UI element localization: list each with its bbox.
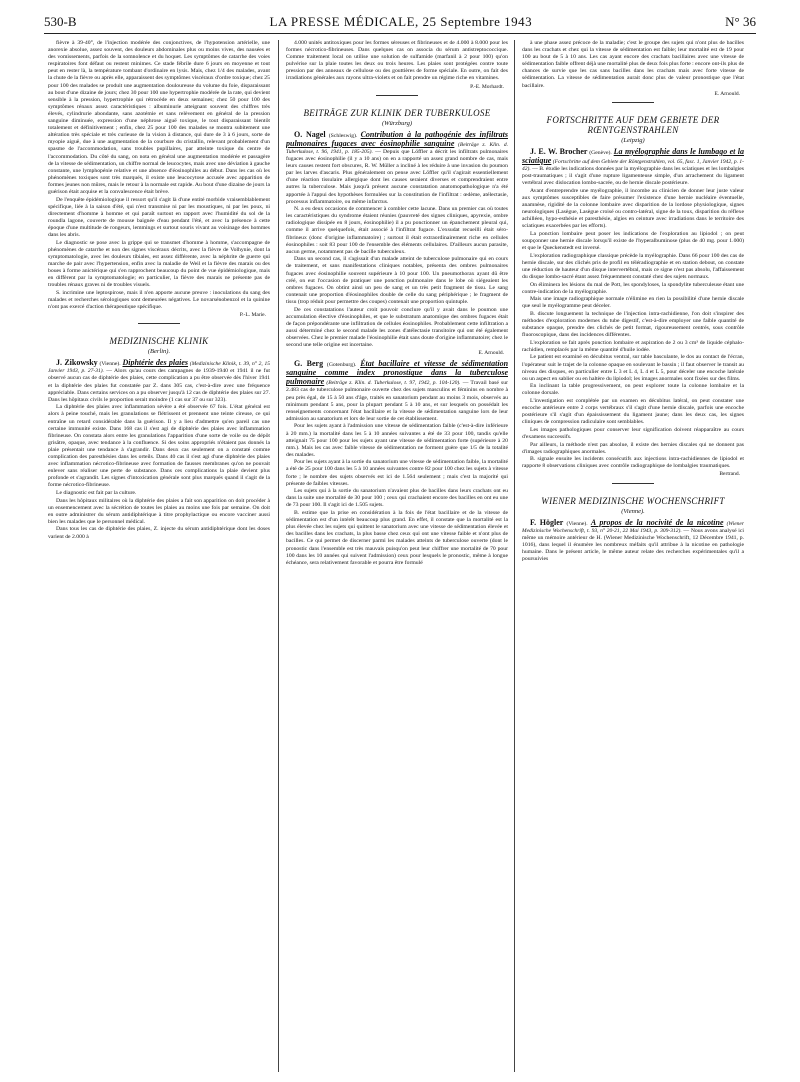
paragraph: On éliminera les lésions du mal de Pott, les spondyloses, la spondylite tuberculeuse étant une contre-indication de la myélographie.	[522, 281, 744, 295]
signature: E. Arnould.	[478, 350, 504, 357]
signature: E. Arnould.	[714, 90, 740, 97]
paragraph: S. incrimine une leptospirose, mais il n'en apporte aucune preuve : inoculations du sang des malades et recherches sérologiques sont demeurées négatives. Le novarsénobenzol et la quinine n'ont pas exercé d'action thérapeutique spécifique.	[48, 289, 270, 310]
paragraph: — Nous avons analysé ici même un mémoire antérieur de H. (Wiener Medizinische Wochenschrift, 12 Décembre 1941, p. 1016), dans lequel il énumère les nombreux méfaits qu'il attribue à la nicotine en pathologie humaine. Dans le présent article, le même auteur relate des recherches expérimentales qu'il a poursuivies	[522, 527, 744, 563]
paragraph: Mais une image radiographique normale n'élimine en rien la possibilité d'une hernie discale que seul le myélogramme peut déceler.	[522, 296, 744, 310]
section-subtitle: (Leipzig)	[621, 136, 645, 144]
article-heading	[48, 359, 270, 404]
article-title: Contribution à la pathogénie des infiltrats pulmonaires fugaces avec éosinophilie sanguine	[286, 129, 508, 148]
paragraph: Pour les sujets ayant à la sortie du sanatorium une vitesse de sédimentation faible, la mortalité a été de 25 pour 100 dans les 5 à 10 années suivantes contre 82 pour 100 chez les sujets à vitesse forte ; le nombre des sujets observés est ici de 1.564 seulement ; mais c'est la majorité qui présente de faibles vitesses.	[286, 459, 508, 487]
column-1	[48, 40, 270, 1080]
journal-title: LA PRESSE MÉDICALE, 25 Septembre 1943	[269, 14, 533, 29]
paragraph: B. discute longuement la technique de l'injection intra-rachidienne, l'on doit s'inspirer des méthodes d'exploration modernes du tube digestif, c'est-à-dire employer une faible quantité de substance opaque, prendre des clichés de petit format, rigoureusement centrés, sous contrôle fluoroscopique, dans des incidences différentes.	[522, 310, 744, 339]
article-affiliation: (Schleswig).	[328, 132, 358, 139]
header-rule	[44, 33, 756, 34]
paragraph: L'exploration radiographique classique précède la myélographie. Dans 66 pour 100 des cas de hernie discale, sur des clichés pris de profil en téléradiographie et en station debout, on constate une réduction de hauteur d'un disque intervertébral, mais ce signe n'est pas absolu, l'affaissement du disque lombo-sacré étant assez fréquemment constaté chez des sujets normaux.	[522, 252, 744, 280]
paragraph: N. a eu deux occasions de commencer à combler cette lacune. Dans un premier cas où toutes les caractéristiques du syndrome étaient réunies (pauvreté des signes cliniques, apyrexie, ombre radiologique dissipée en 8 jours, éosinophilie) il a pu ponctionner un épanchement pleural qui, comme il arrive quelquefois, était associé à l'infiltrat fugace. L'exsudat recueilli était séro-fibrineux (donc d'origine inflammatoire) ; surtout il était extraordinairement riche en cellules éosinophiles : soit 83 pour 100 de l'ensemble des éléments cellulaires. D'ailleurs aucun parasite, aucun germe, notamment pas de bacille tuberculeux.	[286, 206, 508, 255]
section-subtitle: (Würzburg)	[381, 119, 413, 127]
article-title: État bacillaire et vitesse de sédimentation sanguine comme index pronostique dans la tuberculose pulmonaire	[286, 359, 508, 387]
section-title: WIENER MEDIZINISCHE WOCHENSCHRIFT	[541, 495, 725, 506]
paragraph: De l'enquête épidémiologique il ressort qu'il s'agit là d'une entité morbide vraisemblablement spécifique, liée à la saison d'été, qui n'est transmise ni par les moustiques, ni par les poux, ni directement d'homme à homme et qui paraît surtout en rapport avec l'humidité du sol de la roundla lagone, couverte de mousse baignée d'eau pendant l'été, et avec la présence à cette époque d'une multitude de rongeurs, lemmings et surtout souris vivant au voisinage des hommes dans les abris.	[48, 196, 270, 239]
signature: P.-L. Marie.	[239, 312, 266, 319]
column-2	[286, 40, 508, 1080]
running-header	[44, 14, 756, 34]
paragraph: Les images pathologiques pour conserver leur signification doivent réapparaître au cours d'examens successifs.	[522, 426, 744, 440]
section-subtitle: (Berlin).	[147, 348, 171, 356]
column-divider	[278, 40, 279, 1072]
paragraph: Le patient est examiné en décubitus ventral, sur table basculante, le dos au contact de l'écran, l'opérateur suit le trajet de la colonne opaque en soulevant le bassin ; il faut observer le transit au niveau des disques, en particulier entre L 3 et L 4, L 4 et L 5, pour déceler une encoche latérale ou un aspect en sablier ou en haltère du lipiodol; les images anormales sont fixées sur des films.	[522, 354, 744, 382]
paragraph: La ponction lombaire peut poser les indications de l'exploration au lipiodol ; on peut soupçonner une hernie discale lorsqu'il existe de l'hyperalbuminose (plus de 40 mg. pour 1.000) et que le Queckenstedt est inversé.	[522, 230, 744, 252]
paragraph: Le diagnostic est fait par la culture.	[56, 489, 137, 496]
article-reference: (Wiener Medizinische Wochenschrift, t. 93, n° 20-21, 22 Mai 1943, p. 309-312).	[522, 520, 744, 534]
article-reference: (Beiträge z. Klin. d. Tuberkulose, t. 97, 1942, p. 104-120).	[326, 380, 461, 387]
signature: Bertrand.	[719, 471, 740, 478]
article-author: O. Nagel	[294, 129, 326, 139]
signature: P.-E. Morhardt.	[470, 83, 504, 90]
section-subtitle: (Vienne).	[621, 507, 645, 515]
article-heading	[522, 148, 744, 187]
article-author: G. Berg	[294, 359, 324, 369]
paragraph: Dans tous les cas de diphtérie des plaies, Z. injecte du sérum antidiphtérique dont les doses varient de 2.000 à	[48, 526, 270, 540]
article-affiliation: (Vienne).	[566, 520, 588, 527]
article-author: F. Högler	[530, 517, 564, 527]
article-reference: (Fortschritte auf dem Gebiete der Röntgenstrahlen, vol. 65, fasc. 1, Janvier 1942, p. 1-42).	[522, 158, 744, 173]
article-reference: (Beiträge z. Klin. d. Tuberkulose, t. 96, 1941, p. 185-205).	[286, 141, 508, 155]
article-author: J. Zikowsky	[56, 358, 98, 368]
paragraph: Avant d'entreprendre une myélographie, il incombe au clinicien de donner leur juste valeur aux symptômes susceptibles de faire présumer l'existence d'une hernie nucléaire éventuelle, anamnèse, rigidité de la colonne lombaire avec disparition de la lordose physiologique, signes neurologiques (Lasègue, Lasègue croisé ou contro-latéral, signe de la toux, disparition du réflexe achilléen, hypo-esthésie et paresthésie, algies en ceinture avec irradiations dans le territoire des sciatiques exacerbées par les efforts).	[522, 187, 744, 230]
article-reference: (Medizinische Klinik, t. 39, n° 2, 15 Janvier 1943, p. 27-31).	[48, 361, 270, 375]
paragraph: B. signale ensuite les incidents consécutifs aux injections intra-rachidiennes de lipiodol et rapporte 8 observations cliniques avec contrôle radiographique de lombalgies traumatiques.	[522, 456, 744, 470]
paragraph: En inclinant la table progressivement, on peut explorer toute la colonne lombaire et la colonne dorsale.	[522, 383, 744, 397]
paragraph: — Alors qu'au cours des campagnes de 1939-1940 et 1941 il ne fut observé aucun cas de diphtérie des plaies, cette complication a pu être observée dès l'hiver 1941 et la diphtérie des plaies fut constatée par Z. dans 305 cas, c'est-à-dire avec une fréquence appréciable. Dans certains services on a pu observer jusqu'à 12 cas de diphtérie des plaies sur 27. Dans les hôpitaux civils le proportion serait moindre (1 cas sur 37 ou sur 323).	[48, 368, 270, 403]
section-title: BEITRÄGE ZUR KLINIK DER TUBERKULOSE	[303, 107, 491, 118]
article-title: A propos de la nocivité de la nicotine	[590, 517, 724, 527]
paragraph: — Depuis que Löffler a décrit les infiltrats pulmonaires fugaces avec éosinophilie (il y a 10 ans) on en a rapporté un assez grand nombre de cas, mais leurs causes restent fort obscures, R. W. Müller a incliné à les réduire à une invasion du poumon par les larves d'ascaris. Plus généralement on pense avec Löffler qu'il s'agirait essentiellement d'une réaction tissulaire allergique dont les causes seraient diverses et comprendraient entre autres la tuberculose. Mais jusqu'à présent aucune constatation anatomopathologique n'a été apportée à l'appui des hypothèses formulées sur la constitution de l'infiltrat : œdème, atélectasie, processus inflammatoire, ou même infarctus.	[286, 148, 508, 205]
paragraph: fièvre à 39-40°, de l'injection modérée des conjonctives, de l'hypotension artérielle, une anorexie absolue, assez souvent, des douleurs abdominales plus ou moins vives, des nausées et des vomissements, parfois de la somnolence et du hoquet. Les symptômes de catarrhe des voies respiratoires font défaut ou restent minimes. Ce stade fébrile dure 6 jours en moyenne et tout peut en rester là, la température tombant d'ordinaire en lysis. Mais, chez 1/4 des malades, avant la chute de la fièvre ou après elle, apparaissent des symptômes viscéraux d'ordre toxique; chez 25 pour 100 des malades se produit une augmentation douloureuse du volume du foie, disparaissant au bout d'une dizaine de jours; chez 30 pour 100 une hypertrophie modérée de la rate, qui devient sensible à la pression, hypertrophie qui rétrocède en deux semaines; chez 50 pour 100 des symptômes rénaux assez caractéristiques : albuminurie atteignant souvent des chiffres très élevés, cylindrurie abondante, sans azotémie et sans relèvement en général de la pression sanguine diminuée, expression d'une néphrose aiguë toxique, le tout disparaissant bientôt totalement et définitivement ; enfin, chez 25 pour 100 des malades se montra subitement une altération très spéciale et très curieuse de la vision à distance, qui dure de 3 à 6 jours, sorte de myopie aiguë, due à une augmentation de la courbure du cristallin, relevant probablement d'un spasme de l'accommodation, sans troubles pupillaires, par atteinte toxique du centre de l'accommodation. Du côté du sang, on nota en général une augmentation modérée et passagère de la vitesse de sédimentation, un chiffre normal de leucocytes, mais avec une déviation à gauche constante, une lymphopénie relative et une absence d'éosinophiles au début. Dans les cas où les phénomènes toxiques sont très marqués, il existe une leucocytose accusée avec apparition de formes jeunes non mûres, mais le retour à la normale est rapide. Au bout d'une dizaine de jours la guérison était acquise et la convalescence était brève.	[48, 40, 270, 195]
paragraph: Dans les hôpitaux militaires où la diphtérie des plaies a fait son apparition on doit procéder à un ensemencement avec la sécrétion de toutes les plaies au moins une fois par semaine. On doit en outre administrer du sérum antidiphtérique à titre prophylactique ou encore vacciner aussi bien les malades que le personnel médical.	[48, 497, 270, 525]
paragraph: L'exploration se fait après ponction lombaire et aspiration de 2 ou 3 cm³ de liquide céphalo-rachidien, remplacés par la même quantité d'huile iodée.	[522, 339, 744, 353]
section-title: MEDIZINISCHE KLINIK	[109, 336, 209, 347]
paragraph: à une phase assez précoce de la maladie; c'est le groupe des sujets qui n'ont plus de bacilles dans les crachats et chez qui la vitesse de sédimentation est faible; leur mortalité est de 19 pour 100 au bout de 5 à 10 ans. Les cas ayant encore des crachats bacillaires avec une vitesse de sédimentation faible offrent déjà une mortalité plus de deux fois plus forte : encore ont-ils plus de chances de survie que les cas sans bacilles dans les crachats mais avec forte vitesse de sédimentation. La vitesse de sédimentation aurait donc plus de valeur pronostique que l'état bacillaire.	[522, 40, 744, 89]
paragraph: B. estime que la prise en considération à la fois de l'état bacillaire et de la vitesse de sédimentation est d'un intérêt beaucoup plus grand. En effet, il constate que la mortalité est la plus élevée chez les sujets qui quittent le sanatorium avec une vitesse de sédimentation élevée et des bacilles dans les crachats, la plus basse chez ceux qui ont une vitesse faible et n'ont plus de bacilles. Ce qui permet de discerner parmi les malades atteints de tuberculose ouverte (dont le pronostic dans l'ensemble est très mauvais puisqu'on peut leur chiffrer une mortalité de 70 pour 100 dans les 10 années qui suivent l'admission) ceux pour lesquels le pronostic, même à longue échéance, sera relativement favorable et pourra être formulé	[286, 510, 508, 566]
article-title: La myélographie dans le lumbago et la sciatique	[522, 146, 744, 165]
paragraph: Le diagnostic se pose avec la grippe qui se transmet d'homme à homme, s'accompagne de phénomènes de catarrhe et non des signes viscéraux décrits, avec la fièvre de Volhynie, dont la symptomatologie, avec les douleurs tibiales, est assez différente, avec la néphrite de guerre qui marche de pair avec l'hypertension, enfin avec la maladie de Weil et la fièvre des marais ou des boues à forme anictérique qui s'en rapprochent beaucoup du point de vue épidémiologique, mais en diffèrent par la symptomatologie; en particulier, la fièvre des marais ne présente pas de troubles rénaux graves ni de troubles visuels.	[48, 239, 270, 289]
divider	[612, 102, 654, 103]
section-title: FORTSCHRITTE AUF DEM GEBIETE DER RŒNTGENSTRAHLEN	[546, 114, 720, 135]
paragraph: De ces constatations l'auteur croit pouvoir conclure qu'il y avait dans le poumon une accumulation élective d'éosinophiles, et que le substratum anatomique des ombres fugaces était de façon prépondérante une infiltration de cellules éosinophiles. Probablement cette infiltration a aussi déterminé chez le second malade les zones d'atélectasie transitoire qui ont été également observées. Chez le premier malade l'éosinophilie était sans doute d'origine inflammatoire; chez le second une telle origine est incertaine.	[286, 306, 508, 348]
article-heading	[286, 360, 508, 423]
divider	[612, 483, 654, 484]
divider	[138, 323, 180, 324]
paragraph: — Travail basé sur 2.483 cas de tuberculose pulmonaire ouverte chez des sujets masculins et féminins en nombre à peu près égal, de 15 à 50 ans d'âge, traités en sanatorium pendant au moins 3 mois, observés au minimum pendant 5 ans, pour la plupart pendant 5 à 10 ans, et sur lesquels on possédait les renseignements concernant l'état bacillaire et la vitesse de sédimentation sanguine lors de leur admission au sanatorium et lors de leur sortie de cet établissement.	[286, 380, 508, 422]
issue-number: N° 36	[725, 14, 756, 29]
paragraph: La diphtérie des plaies avec inflammation sévère a été observée 67 fois. L'état général est alors à peine touché, mais les granulations se flétrissent et prennent une teinte cireuse, ce qui entraîne un retard considérable dans la guérison. Il y a lieu d'admettre qu'en pareil cas une certaine immunité existe. Dans 168 cas il s'est agi de diphtérie des plaies avec inflammation fibrineuse. On constata alors entre les granulations l'apparition d'une sorte de voile ou de dépôt grisâtre, opaque, avec tendance à la confluence. Si des soins appropriés n'étaient pas donnés la plaie présentait une tendance à s'agrandir. Dans deux cas seulement on a constaté comme complication des paresthésies dans les orteils. Dans 40 cas il s'est agi d'une diphtérie des plaies avec inflammation nécrotico-fibrineuse avec formation de fausses membranes qu'on ne pouvait enlever sans réaliser une perte de substance. Dans ces complications la plaie devient plus profonde et s'agrandit. Les signes d'intoxication générale sont plus marqués quand il s'agit de la forme nécrotico-fibrineuse.	[48, 404, 270, 489]
article-heading	[522, 519, 744, 564]
page-number: 530-B	[44, 14, 77, 29]
article-affiliation: (Vienne).	[99, 361, 121, 368]
paragraph: 4.000 unités antitoxiques pour les formes séreuses et fibrineuses et de 4.000 à 8.000 pour les formes nécrotico-fibrineuses. Dans quelques cas on associa du sérum antistreptococcique. Comme traitement local on utilise une solution de sulfamide (marfanil à 2 pour 100) qu'on pulvérise sur la plaie toutes les deux ou trois heures. Les plaies sont protégées contre toute pression par des anneaux de cellulose ou des gouttières de forme spéciale. En outre, on fait des irradiations générales aux rayons ultra-violets et on fait prendre un régime riche en vitamines.	[286, 40, 508, 82]
article-affiliation: (Genève).	[589, 149, 612, 156]
paragraph: Pour les sujets ayant à l'admission une vitesse de sédimentation faible (c'est-à-dire inférieure à 20 mm.) la mortalité dans les 5 à 10 années suivantes a été de 33 pour 100, tandis qu'elle atteignait 75 pour 100 pour les sujets ayant une vitesse de sédimentation forte (supérieure à 20 mm.). Mais les cas avec faible vitesse de sédimentation ne forment guère que 1/5 de la totalité des malades.	[286, 423, 508, 458]
column-divider	[514, 40, 515, 1072]
paragraph: L'investigation est complétée par un examen en décubitus latéral, on peut constater une encoche antérieure entre 2 corps vertébraux s'il s'agit d'une hernie discale, parfois une encoche postérieure s'il s'agit d'un épaississement du ligament jaune; dans les deux cas, les signes cliniques de compression radiculaire sont semblables.	[522, 398, 744, 426]
article-heading	[286, 131, 508, 206]
divider	[376, 95, 418, 96]
article-author: J. E. W. Brocher	[530, 146, 588, 156]
paragraph: — B. étudie les indications données par la myélographie dans les sciatiques et les lombalgies post-traumatiques ; il s'agit d'une rupture ligamenteuse simple, d'un arrachement du ligament vertébral avec dislocation lombo-sacrée, ou de hernie discale postérieure.	[522, 166, 744, 187]
article-title: Diphtérie des plaies	[122, 358, 189, 368]
paragraph: Par ailleurs, la méthode n'est pas absolue, il existe des hernies discales qui ne donnent pas d'images radiographiques anormales.	[522, 441, 744, 455]
article-affiliation: (Gotenburg).	[326, 362, 357, 369]
paragraph: Dans un second cas, il s'agissait d'un malade atteint de tuberculose pulmonaire qui en cours de traitement, et sans manifestations cliniques notables, présenta des ombres pulmonaires fugaces avec éosinophilie souvent supérieure à 10 pour 100. Un pneumothorax ayant dû être créé, on eut l'occasion de pratiquer une ponction pulmonaire dans le lobe où siégeaient les ombres fugaces. On obtint ainsi un peu de sang et un très petit fragment de tissu. Le sang contenait une proportion d'éosinophiles double de celle du sang périphérique ; le fragment de tissu (trop réduit pour permettre des coupes) contenait une proportion quintuple.	[286, 256, 508, 305]
paragraph: Les sujets qui à la sortie du sanatorium n'avaient plus de bacilles dans leurs crachats ont eu dans la suite une mortalité de 30 pour 100 ; ceux qui crachaient encore des bacilles en ont eu une de 73 pour 100. Il s'agit ici de 1.505 sujets.	[286, 488, 508, 509]
column-3	[522, 40, 744, 1080]
